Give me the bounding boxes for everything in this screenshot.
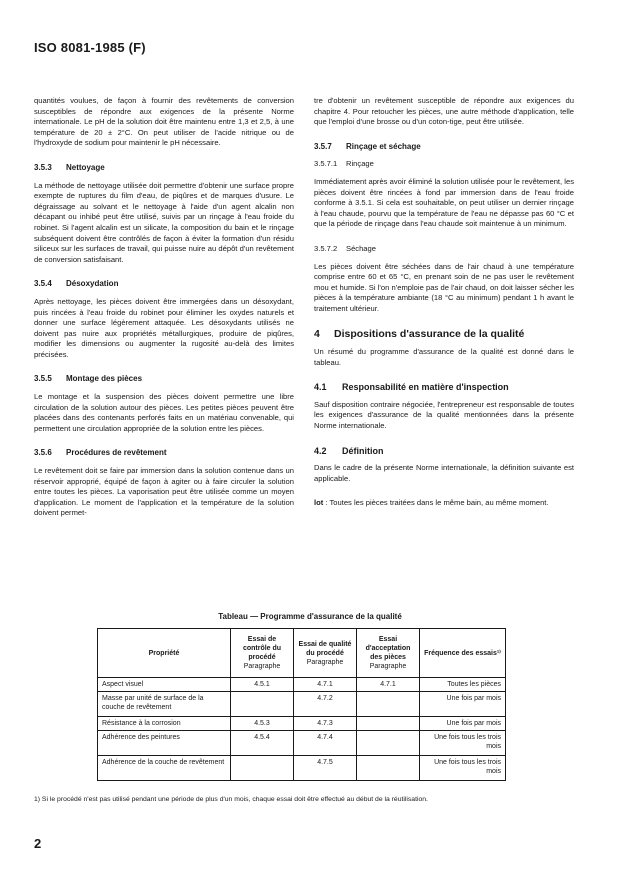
cell-acceptance [357,717,420,731]
continued-paragraph: tre d'obtenir un revêtement susceptible de répondre aux exigences du chapitre 4. Pour retoucher les pièces, une autre méthode d'application, telle que l'emploi d'une brosse ou d'un coton-tige, peut être utilisée. [314,96,574,127]
section-4-2-text: Dans le cadre de la présente Norme internationale, la définition suivante est applicable. [314,463,574,483]
cell-process-quality: 4.7.2 [294,692,357,717]
section-3-5-7-1-text: Immédiatement après avoir éliminé la solution utilisée pour le revêtement, les pièces doivent être rincées à fond par immersion dans de l'eau froide conforme à 3.5.1. Si cela est souhaitable, on peut utiliser un dernier rinçage à l'eau chaude, pourvu que la température de l'eau ne dépasse pas 60 °C et que la période de rinçage dans l'eau chaude soit maintenue à un minimum. [314,176,574,229]
section-4-1-heading: 4.1 Responsabilité en matière d'inspection [314,382,509,393]
table-row [98,731,506,756]
cell-process-quality: 4.7.3 [294,717,357,731]
header-frequency: Fréquence des essais¹⁾ [420,629,506,678]
section-4-heading: 4 Dispositions d'assurance de la qualité [314,327,525,340]
cell-acceptance [357,731,420,756]
cell-frequency: Une fois par mois [420,717,506,731]
section-3-5-3-text: La méthode de nettoyage utilisée doit permettre d'obtenir une surface propre exempte de ruptures du film d'eau, de piqûres et de marques d'usure. Le dégraissage au solvant et le nettoyage à l'aide d'un agent alcalin non décapant ou inhibé peut être utilisé, suivis par un rinçage à l'eau froide du robinet. Si l'agent alcalin est un silicate, la composition du bain et le rinçage subséquent doivent être contrôlés de façon à éviter la formation d'un résidu siliceux sur les surfaces de travail, qui puisse nuire au dépôt d'un revêtement de conversion satisfaisant. [34,180,294,264]
document-id-header: ISO 8081-1985 (F) [34,40,146,55]
cell-frequency: Toutes les pièces [420,678,506,692]
table-header-row [98,629,506,678]
cell-process-quality: 4.7.1 [294,678,357,692]
header-process-control: Essai de contrôle du procédé Paragraphe [231,629,294,678]
section-3-5-4-heading: 3.5.4 Désoxydation [34,279,119,289]
section-3-5-3-heading: 3.5.3 Nettoyage [34,162,105,172]
page-number: 2 [34,836,42,851]
section-3-5-4-text: Après nettoyage, les pièces doivent être immergées dans un désoxydant, puis rincées à l'eau froide du robinet pour éliminer les oxydes naturels et donner une surface légèrement attaquée. Les désoxydants utilisés ne doivent pas nuire aux propriétés métallurgiques, produire de piqûres, modifier les dimensions ou augmenter la rugosité au-delà des limites précisées. [34,296,294,359]
cell-property: Aspect visuel [98,678,231,692]
cell-frequency: Une fois tous les trois mois [420,731,506,756]
cell-acceptance [357,756,420,781]
section-3-5-7-2-text: Les pièces doivent être séchées dans de l'air chaud à une température comprise entre 60 et 65 °C, en prenant soin de ne pas user le revêtement mou et humide. Si l'on n'emploie pas de l'air chaud, on doit laisser sécher les pièces à la température ambiante (18 °C au minimum) pendant 1 h avant le traitement ultérieur. [314,261,574,313]
lot-definition: lot : Toutes les pièces traitées dans le même bain, au même moment. [314,498,549,508]
cell-frequency: Une fois tous les trois mois [420,756,506,781]
section-3-5-7-2-heading: 3.5.7.2 Séchage [314,243,376,253]
cell-process-control [231,692,294,717]
cell-acceptance [357,692,420,717]
table-row [98,678,506,692]
cell-frequency: Une fois par mois [420,692,506,717]
cell-process-control: 4.5.4 [231,731,294,756]
section-3-5-7-heading: 3.5.7 Rinçage et séchage [314,141,421,151]
table-row [98,692,506,717]
cell-process-control [231,756,294,781]
cell-process-control: 4.5.3 [231,717,294,731]
table-footnote: 1) Si le procédé n'est pas utilisé pendant une période de plus d'un mois, chaque essai doit être effectué au début de la réutilisation. [34,796,428,803]
header-acceptance: Essai d'acceptation des pièces Paragraphe [357,629,420,678]
cell-process-quality: 4.7.4 [294,731,357,756]
section-3-5-6-heading: 3.5.6 Procédures de revêtement [34,448,167,458]
left-column [34,96,294,533]
quality-assurance-table [97,628,506,781]
section-3-5-5-heading: 3.5.5 Montage des pièces [34,374,143,384]
cell-property: Résistance à la corrosion [98,717,231,731]
cell-process-control: 4.5.1 [231,678,294,692]
cell-property: Masse par unité de surface de la couche de revêtement [98,692,231,717]
cell-property: Adhérence de la couche de revêtement [98,756,231,781]
header-property: Propriété [98,629,231,678]
section-4-2-heading: 4.2 Définition [314,445,384,456]
section-4-text: Un résumé du programme d'assurance de la qualité est donné dans le tableau. [314,347,574,367]
section-4-1-text: Sauf disposition contraire négociée, l'entrepreneur est responsable de toutes les exigences d'assurance de la qualité mentionnées dans la présente Norme internationale. [314,399,574,431]
cell-process-quality: 4.7.5 [294,756,357,781]
table-row [98,717,506,731]
intro-paragraph: quantités voulues, de façon à fournir des revêtements de conversion susceptibles de répondre aux exigences de la présente Norme internationale. Le pH de la solution doit être maintenu entre 1,3 et 2,5, à une température de 20 ± 2°C. On peut utiliser de l'acide nitrique ou de l'hydroxyde de sodium pour maintenir le pH nécessaire. [34,96,294,148]
cell-property: Adhérence des peintures [98,731,231,756]
right-column [314,96,574,523]
cell-acceptance: 4.7.1 [357,678,420,692]
table-title: Tableau — Programme d'assurance de la qualité [218,612,402,621]
table-row [98,756,506,781]
section-3-5-6-text: Le revêtement doit se faire par immersion dans la solution contenue dans un réservoir approprié, équipé de façon à agiter ou à faire circuler la solution entre toutes les pièces. La vaporisation peut être utilisée comme un moyen d'application. Le moment de l'application et la température de la solution doivent permet- [34,466,294,518]
section-3-5-7-1-heading: 3.5.7.1 Rinçage [314,159,374,169]
header-process-quality: Essai de qualité du procédé Paragraphe [294,629,357,678]
section-3-5-5-text: Le montage et la suspension des pièces doivent permettre une libre circulation de la solution autour des pièces. Les petites pièces peuvent être placées dans des contenants perforés faits en un matériau convenable, qui permettent une circulation appropriée de la solution entre les pièces. [34,392,294,433]
